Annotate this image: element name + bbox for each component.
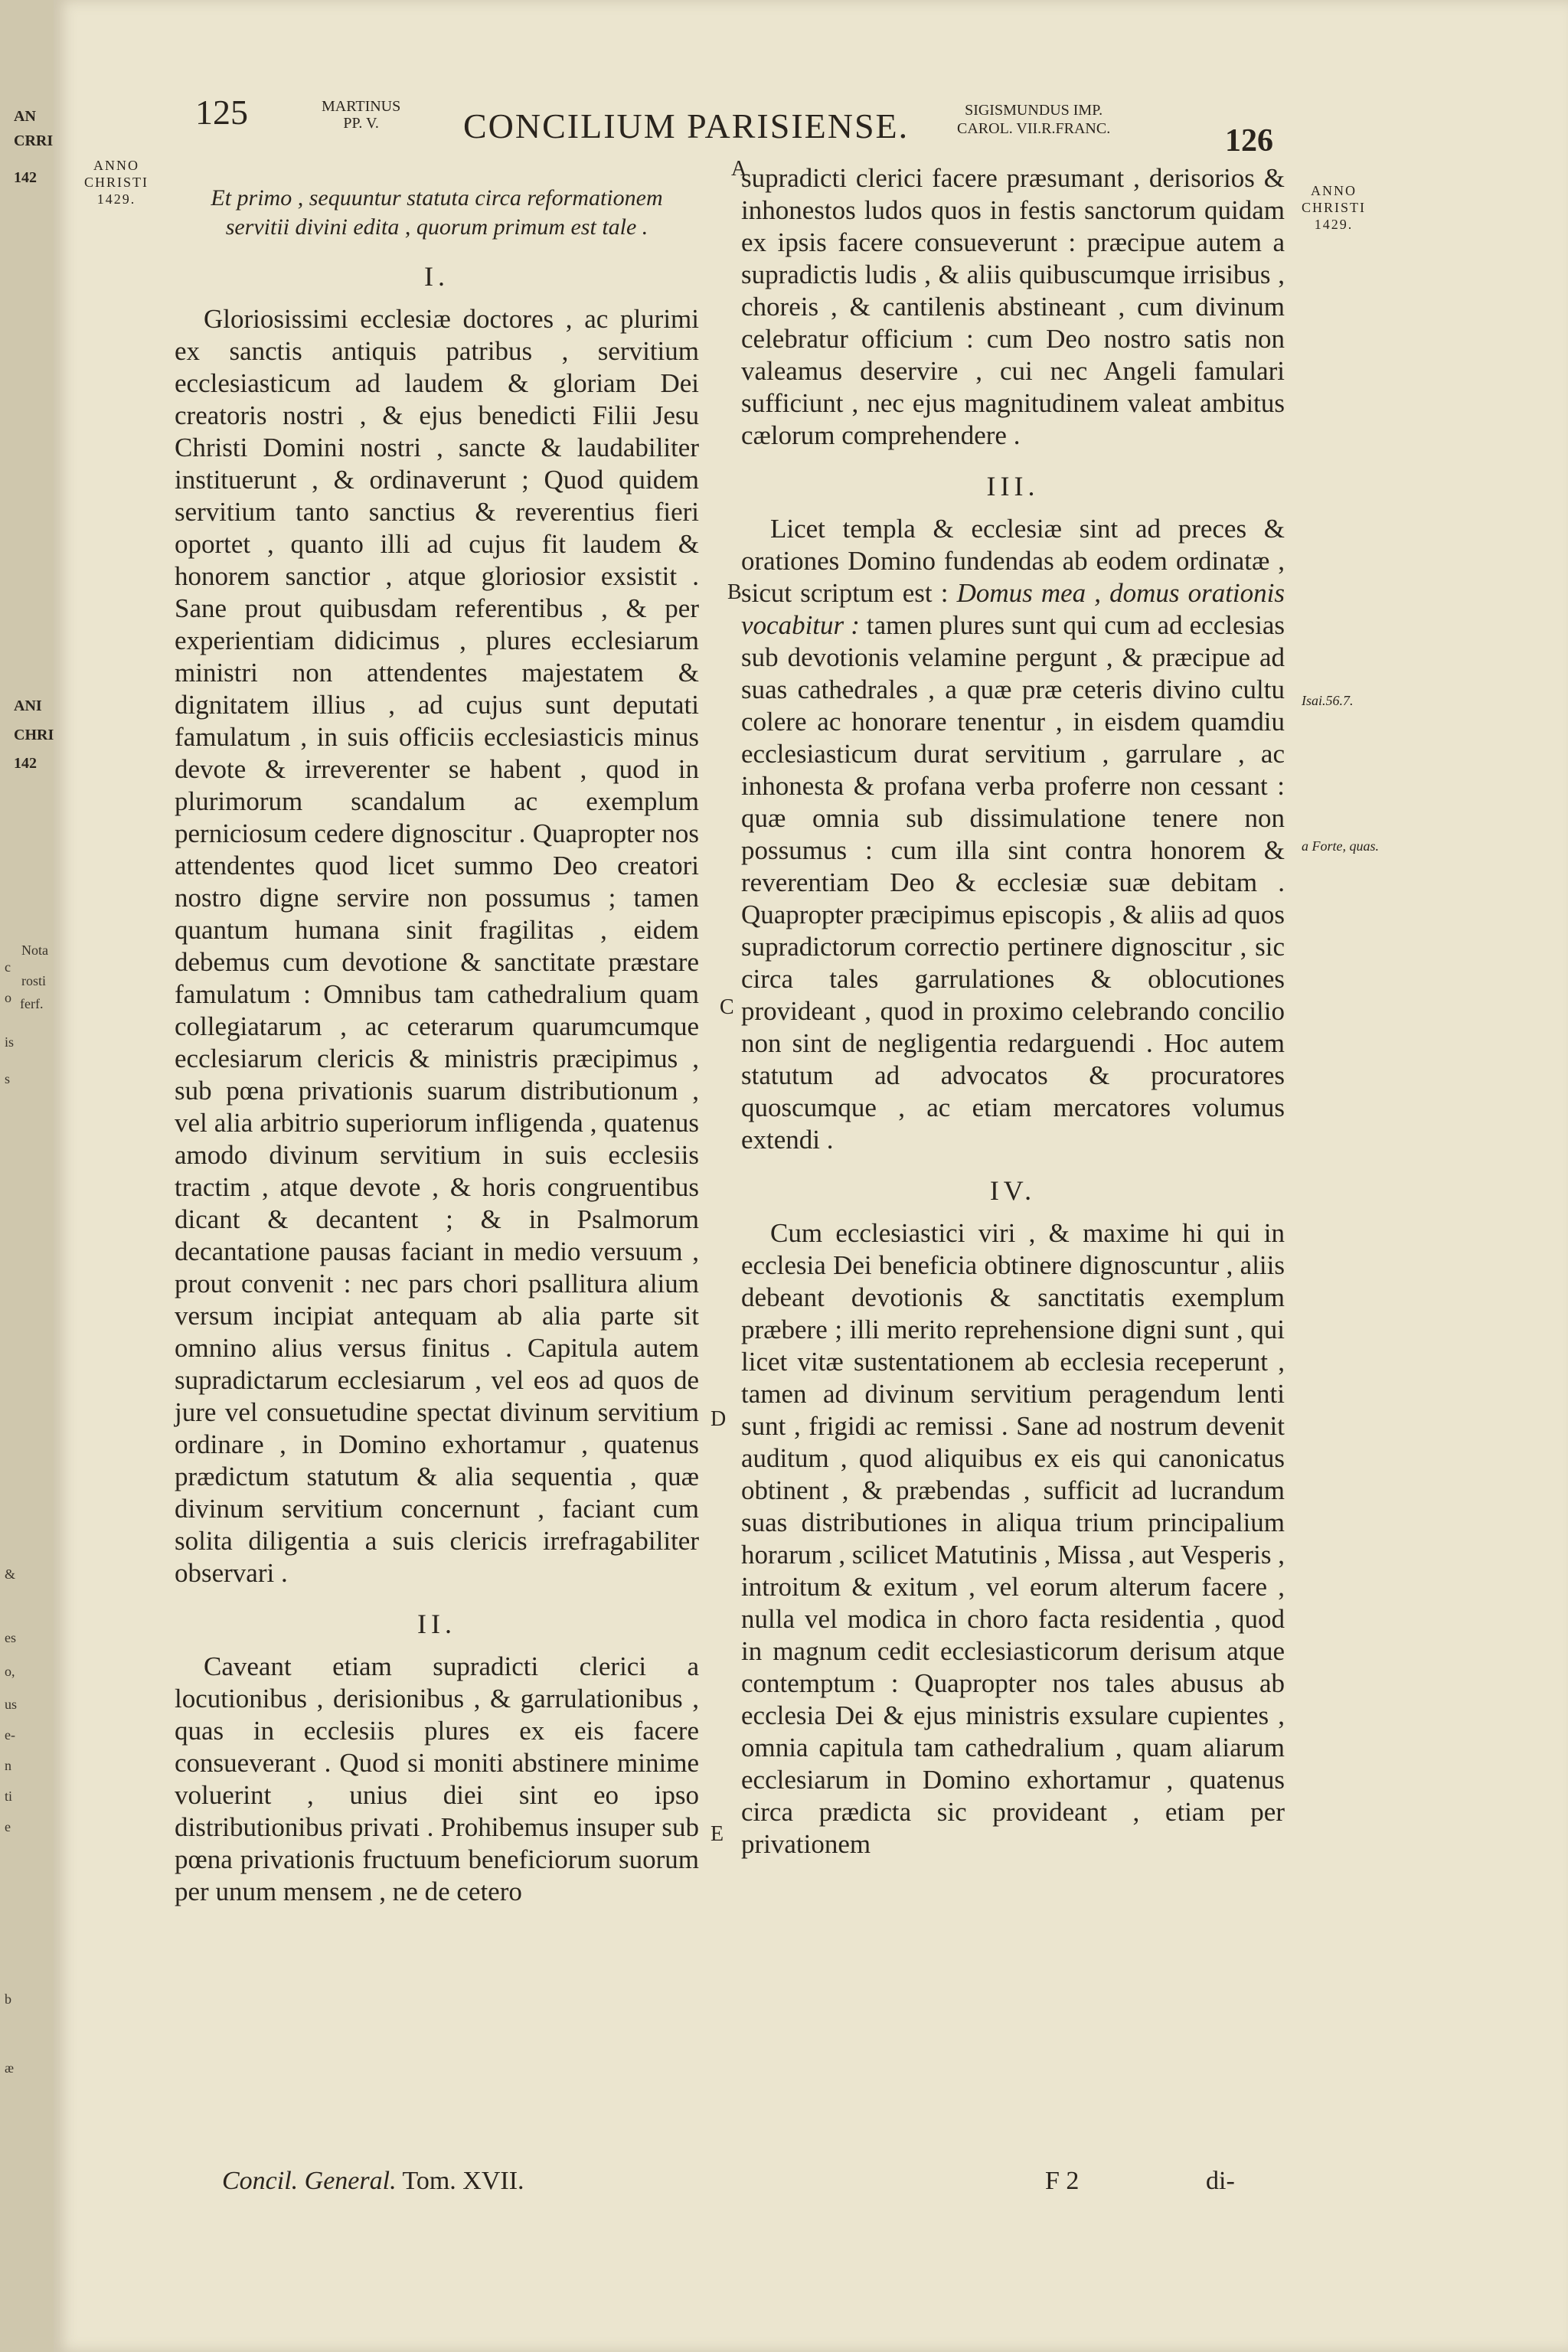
prev-fragment: o <box>5 990 11 1005</box>
pope-title: PP. V. <box>343 115 379 132</box>
header-rulers <box>957 101 1110 138</box>
catchword: di- <box>1206 2167 1235 2195</box>
left-column <box>175 184 699 1908</box>
prev-fragment: es <box>5 1630 16 1645</box>
section-letter-c: C <box>720 995 734 1019</box>
anno-year: 1429. <box>1314 217 1354 232</box>
pope-name: MARTINUS <box>322 98 401 115</box>
footer-tom: Tom. XVII. <box>402 2167 524 2195</box>
prev-fragment: Nota <box>21 942 48 958</box>
prev-fragment: o, <box>5 1664 15 1679</box>
prev-fragment: b <box>5 1991 11 2007</box>
previous-page-edge <box>0 0 54 2352</box>
intro-rubric: Et primo , sequuntur statuta circa reformationem servitii divini edita , quorum primum est tale . <box>211 185 663 240</box>
prev-anno-line: 142 <box>14 755 37 772</box>
prev-fragment: æ <box>5 2060 15 2076</box>
anno-christi-left <box>84 157 149 207</box>
prev-fragment: is <box>5 1034 15 1050</box>
paragraph-2: Caveant etiam supradicti clerici a locutionibus , derisionibus , & garrulationibus , quas in ecclesiis plures ex eis facere consueverant . Quod si moniti abstinere minime voluerint , unius diei sint eo ipso distributionibus privati . Prohibemus insuper sub pœna privationis fructuum beneficiorum suorum per unum mensem , ne de cetero <box>175 1651 699 1906</box>
page-number-left: 125 <box>195 93 248 132</box>
right-column <box>741 162 1285 1860</box>
prev-fragment: c <box>5 959 11 975</box>
section-letter-a: A <box>731 157 747 181</box>
prev-fragment: rosti <box>21 973 47 988</box>
footer-concil: Concil. General. <box>222 2167 397 2195</box>
paragraph-1: Gloriosissimi ecclesiæ doctores , ac plurimi ex sanctis antiquis patribus , servitium ecclesiasticum ad laudem & gloriam Dei creatoris nostri , & ejus benedicti Filii Jesu Christi Domini nostri , sancte & laudabiliter instituerunt , & ordinaverunt ; Quod quidem servitium tanto sanctius & reverentius fieri oportet , quanto illi ad cujus fit laudem & honorem sanctior , atque gloriosior exsistit . Sane prout quibusdam referentibus , & per experientiam didicimus , plures ecclesiarum ministri non attendentes majestatem & dignitatem illius , ad cujus sunt deputati famulatum , in suis officiis ecclesiasticis minus devote & irreverenter se habent , quod in plurimorum scandalum ac exemplum perniciosum cedere dignoscitur . Quapropter nos attendentes quod licet summo Deo creatori nostro digne servire non possumus ; tamen quantum humana sinit fragilitas , eidem debemus cum devotione & sanctitate præstare famulatum : Omnibus tam cathedralium quam collegiatarum , ac ceterarum quarumcumque ecclesiarum clericis & ministris præcipimus , sub pœna privationis suarum distributionum , vel alia arbitrio superiorum infligenda , quatenus amodo divinum servitium in suis ecclesiis tractim , atque devote , & horis congruentibus dicant & decantent ; & in Psalmorum decantatione pausas faciant in medio versuum , prout convenit : nec pars chori psallitura alium versum incipiat antequam ab alia parte sit omnino alius versus finitus . Capitula autem supradictarum ecclesiarum , vel eos ad quos de jure vel consuetudine spectat divinum servitium ordinare , in Domino exhortamur , quatenus prædictum statutum & alia sequentia , quæ divinum servitium concernunt , faciant cum solita diligentia a suis clericis irrefragabiliter observari . <box>175 304 699 1588</box>
section-heading-2: II. <box>417 1609 456 1639</box>
page-number-right: 126 <box>1225 123 1273 158</box>
section-letter-d: D <box>710 1407 727 1431</box>
prev-fragment: n <box>5 1758 11 1773</box>
paragraph-3-text-a: Licet templa & ecclesiæ sint ad preces & orationes Domino fundendas ab eodem ordinatæ , sicut scriptum est : <box>741 514 1285 608</box>
prev-fragment: e <box>5 1819 11 1834</box>
ruler-king: CAROL. VII.R.FRANC. <box>957 120 1111 137</box>
section-letter-b: B <box>727 580 742 604</box>
christi-word: CHRISTI <box>1302 200 1367 215</box>
footer-volume <box>222 2167 524 2196</box>
margin-note-forte: a Forte, quas. <box>1302 838 1379 854</box>
paragraph-2-continued: supradicti clerici facere præsumant , derisorios & inhonestos ludos quos in festis sanctorum quidam ex ipsis facere consueverunt : præcipue autem a supradictis ludis , & aliis quibuscumque irrisibus , choreis , & cantilenis abstineant , cum divinum celebratur officium : cum Deo nostro satis non valeamus deservire , cui nec Angeli famulari sufficiunt , nec ejus magnitudinem valeat ambitus cælorum comprehendere . <box>741 163 1285 450</box>
prev-anno-line: AN <box>14 108 36 125</box>
anno-word: ANNO <box>93 158 139 173</box>
section-heading-4: IV. <box>989 1175 1037 1206</box>
paragraph-4: Cum ecclesiastici viri , & maxime hi qui in ecclesia Dei beneficia obtinere dignoscuntur , aliis debeant devotionis & sanctitatis exemplum præbere ; illi merito reprehensione digni sunt , qui licet vitæ sustentationem ab ecclesia receperunt , tamen ad divinum servitium peragendum lenti sunt , frigidi ac remissi . Sane ad nostrum devenit auditum , quod aliquibus ex eis qui canonicatus obtinent , & præbendas , sufficit ad lucrandum suas distributiones in aliqua trium principalium horarum , scilicet Matutinis , Missa , aut Vesperis , introitum & exitum , vel eorum alterum facere , nulla vel modica in choro facta residentia , quod in magnum cedit ecclesiasticorum derisum atque contemptum : Quapropter nos tales abusus ab ecclesia Dei & ejus ministris exsulare cupientes , omnia capitula tam cathedralium , quam aliarum ecclesiarum in Domino exhortamur , quatenus circa prædicta sic provideant , etiam per privationem <box>741 1218 1285 1859</box>
section-heading-3: III. <box>986 471 1040 501</box>
prev-fragment: e- <box>5 1727 15 1743</box>
prev-fragment: ti <box>5 1788 13 1804</box>
anno-year: 1429. <box>96 191 136 207</box>
scripture-quote: Domus mea , domus orationis vocabitur : <box>741 578 1285 640</box>
signature-mark: F 2 <box>1045 2167 1080 2195</box>
prev-anno-line: ANI <box>14 697 42 714</box>
running-title: CONCILIUM PARISIENSE. <box>463 106 910 145</box>
prev-fragment: & <box>5 1566 16 1582</box>
anno-word: ANNO <box>1311 183 1357 198</box>
anno-christi-right <box>1302 182 1366 233</box>
prev-fragment: us <box>5 1697 18 1712</box>
prev-fragment: ferf. <box>20 996 44 1011</box>
header-pope <box>322 98 400 132</box>
ruler-emperor: SIGISMUNDUS IMP. <box>965 102 1103 119</box>
christi-word: CHRISTI <box>84 175 149 190</box>
section-heading-1: I. <box>424 261 449 292</box>
prev-fragment: s <box>5 1071 11 1086</box>
section-letter-e: E <box>710 1822 724 1846</box>
paragraph-3 <box>741 513 1285 1156</box>
paragraph-3-text-b: tamen plures sunt qui cum ad ecclesias sub devotionis velamine pergunt , & præcipue ad suas cathedrales , a quæ præ ceteris divino cultu colere ac honorare tenentur , in eisdem quamdiu ecclesiasticum durat servitium , garrulare , ac inhonesta & profana verba proferre non cessant : quæ omnia sub dissimulatione tenere non possumus : cum illa sint contra honorem & reverentiam Deo & ecclesiæ suæ debitam . Quapropter præcipimus episcopis , & aliis ad quos supradictorum correctio pertinere dignoscitur , sic circa tales garrulationes & oblocutiones provideant , quod in proximo celebrando concilio non sint de negligentia redarguendi . Hoc autem statutum ad advocatos & procuratores quoscumque , ac etiam mercatores volumus extendi . <box>741 610 1285 1155</box>
margin-note-isaiah: Isai.56.7. <box>1302 693 1354 708</box>
prev-anno-line: CRRI <box>14 132 54 149</box>
prev-anno-line: CHRI <box>14 727 54 743</box>
prev-anno-line: 142 <box>14 169 37 186</box>
